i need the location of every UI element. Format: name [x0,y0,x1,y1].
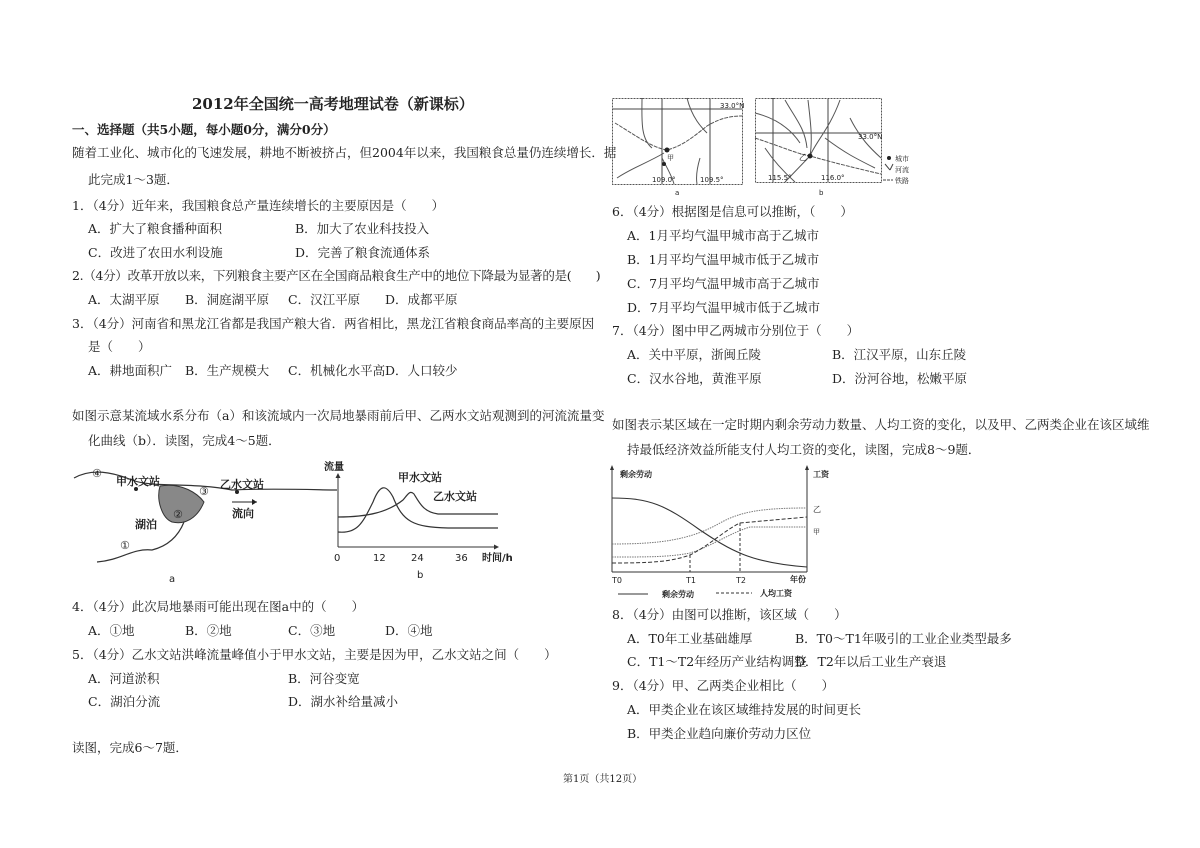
x-tick-12: 12 [373,553,386,564]
q3-option-b[interactable]: B．生产规模大 [185,363,270,378]
q2-option-d[interactable]: D．成都平原 [385,292,458,307]
q6-option-a[interactable]: A．1月平均气温甲城市高于乙城市 [627,228,819,243]
intro-2-line1: 如图示意某流域水系分布（a）和该流域内一次局地暴雨前后甲、乙两水文站观测到的河流流量变 [72,408,605,423]
q2-option-b[interactable]: B．洞庭湖平原 [185,292,270,307]
figure-b-discharge-chart [318,462,518,587]
q6-stem: 6．（4分）根据图是信息可以推断，（ ） [612,204,853,219]
curve-label-jia: 甲 [813,528,820,536]
intro-1-line2: 此完成1～3题． [88,172,179,187]
series-label-yi: 乙水文站 [433,490,477,503]
q2-stem: 2.（4分）改革开放以来，下列粮食主要产区在全国商品粮食生产中的地位下降最为显著的是( ) [72,268,601,283]
x-label-t1: T1 [686,576,696,585]
intro-3: 读图，完成6～7题． [72,740,188,755]
map-a-city: 甲 [667,154,674,162]
q3-stem-line2: 是（ ） [88,339,151,354]
curve-label-yi: 乙 [813,505,821,514]
x-label-t2: T2 [736,576,746,585]
q2-option-a[interactable]: A．太湖平原 [88,292,160,307]
map-a [612,98,747,198]
q5-option-c[interactable]: C．湖泊分流 [88,694,161,709]
page-footer: 第1页（共12页） [563,774,643,785]
q3-stem-line1: 3．（4分）河南省和黑龙江省都是我国产粮大省．两省相比，黑龙江省粮食商品率高的主要原因 [72,316,595,331]
map-b-lon1: 115.5° [768,174,792,182]
intro-2-line2: 化曲线（b）．读图，完成4～5题． [88,433,281,448]
intro-4-line2: 持最低经济效益所能支付人均工资的变化，读图，完成8～9题． [627,442,981,457]
q7-option-a[interactable]: A．关中平原，浙闽丘陵 [627,347,762,362]
map-a-lon2: 109.5° [700,176,724,184]
legend-surplus-labor: 剩余劳动 [662,590,694,599]
q2-option-c[interactable]: C．汉江平原 [288,292,361,307]
label-circle-1: ① [120,539,130,552]
q7-option-d[interactable]: D．汾河谷地，松嫩平原 [832,371,968,386]
q1-option-b[interactable]: B．加大了农业科技投入 [295,221,430,236]
x-tick-24: 24 [411,553,424,564]
label-circle-2: ② [173,508,183,521]
map-a-caption: a [675,189,680,197]
q7-option-c[interactable]: C．汉水谷地，黄淮平原 [627,371,762,386]
q8-option-d[interactable]: D．T2年以后工业生产衰退 [795,654,947,669]
x-axis-label: 时间/h [482,553,513,564]
map-a-lon1: 109.0° [652,176,676,184]
figure-a-caption: a [169,574,176,585]
section-heading: 一、选择题（共5小题，每小题0分，满分0分） [72,122,336,137]
series-label-jia: 甲水文站 [398,471,442,484]
map-b-city: 乙 [799,153,807,162]
q4-option-a[interactable]: A．①地 [88,623,135,638]
q9-stem: 9．（4分）甲、乙两类企业相比（ ） [612,678,835,693]
q8-option-b[interactable]: B．T0～T1年吸引的工业企业类型最多 [795,631,1012,646]
label-flow-direction: 流向 [232,507,254,520]
legend-avg-wage: 人均工资 [760,589,792,598]
x-tick-0: 0 [334,553,341,564]
y-left-label: 剩余劳动 [620,470,652,479]
q7-stem: 7．（4分）图中甲乙两城市分别位于（ ） [612,323,860,338]
map-b-lon2: 116.0° [821,174,845,182]
figure-b-caption: b [417,570,424,581]
x-label-t0: T0 [612,576,622,585]
q4-option-b[interactable]: B．②地 [185,623,232,638]
x-tick-36: 36 [455,553,468,564]
q4-stem: 4．（4分）此次局地暴雨可能出现在图a中的（ ） [72,599,365,614]
q3-option-d[interactable]: D．人口较少 [385,363,458,378]
q5-option-d[interactable]: D．湖水补给量减小 [288,694,399,709]
q6-option-c[interactable]: C．7月平均气温甲城市高于乙城市 [627,276,820,291]
y-axis-label: 流量 [324,462,344,473]
q7-option-b[interactable]: B．江汉平原，山东丘陵 [832,347,967,362]
q5-option-b[interactable]: B．河谷变宽 [288,671,360,686]
legend-railway: 铁路 [895,177,909,185]
intro-1-line1: 随着工业化、城市化的飞速发展，耕地不断被挤占，但2004年以来，我国粮食总量仍连续增长．据 [72,145,617,160]
legend-city-icon [887,156,891,160]
map-b [755,98,915,198]
q5-stem: 5．（4分）乙水文站洪峰流量峰值小于甲水文站，主要是因为甲，乙水文站之间（ ） [72,647,557,662]
q5-option-a[interactable]: A．河道淤积 [88,671,160,686]
map-a-latitude: 33.0°N [720,102,745,110]
legend-city: 城市 [895,155,909,163]
q1-option-a[interactable]: A．扩大了粮食播种面积 [88,221,223,236]
q1-option-c[interactable]: C．改进了农田水利设施 [88,245,223,260]
q3-option-c[interactable]: C．机械化水平高 [288,363,386,378]
legend-river-icon [885,164,893,170]
y-right-label: 工资 [813,470,829,479]
x-axis-label: 年份 [790,575,806,584]
q9-option-b[interactable]: B．甲类企业趋向廉价劳动力区位 [627,726,812,741]
intro-4-line1: 如图表示某区域在一定时期内剩余劳动力数量、人均工资的变化，以及甲、乙两类企业在该区域维 [612,417,1150,432]
label-circle-4: ④ [92,467,102,480]
label-lake: 湖泊 [135,518,157,531]
label-circle-3: ③ [199,485,209,498]
q4-option-c[interactable]: C．③地 [288,623,336,638]
q6-option-b[interactable]: B．1月平均气温甲城市低于乙城市 [627,252,820,267]
label-jia-station: 甲水文站 [116,475,160,488]
q8-stem: 8．（4分）由图可以推断，该区域（ ） [612,607,847,622]
map-b-latitude: 33.0°N [858,133,883,141]
legend-river: 河流 [895,166,909,174]
q8-option-a[interactable]: A．T0年工业基础雄厚 [627,631,753,646]
q1-stem: 1．（4分）近年来，我国粮食总产量连续增长的主要原因是（ ） [72,198,445,213]
q4-option-d[interactable]: D．④地 [385,623,433,638]
q3-option-a[interactable]: A．耕地面积广 [88,363,173,378]
q1-option-d[interactable]: D．完善了粮食流通体系 [295,245,431,260]
page-title: 2012年全国统一高考地理试卷（新课标） [192,95,474,113]
label-yi-station: 乙水文站 [220,478,264,491]
q8-option-c[interactable]: C．T1～T2年经历产业结构调整 [627,654,807,669]
map-b-caption: b [819,189,824,197]
labor-wage-chart [610,465,830,600]
q6-option-d[interactable]: D．7月平均气温甲城市低于乙城市 [627,300,820,315]
q9-option-a[interactable]: A．甲类企业在该区域维持发展的时间更长 [627,702,862,717]
figure-a-river-map [72,460,272,585]
